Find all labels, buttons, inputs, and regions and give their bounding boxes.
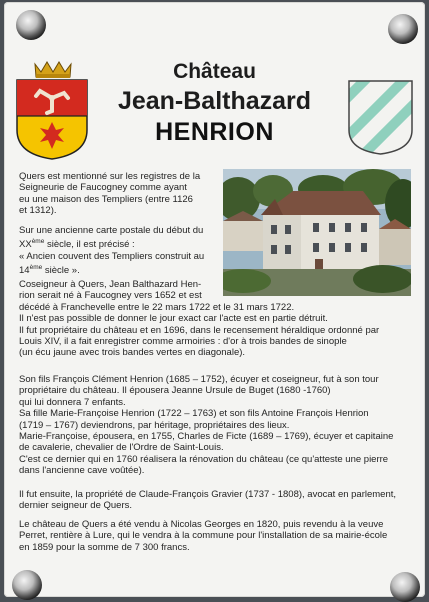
title-line-2: Jean-Balthazard <box>117 87 312 115</box>
text-fragment: XX <box>19 239 32 251</box>
text-line: (un écu jaune avec trois bandes vertes en diagonale). <box>19 347 246 359</box>
text-line: Sur une ancienne carte postale du début du <box>19 225 204 236</box>
gravier-paragraph <box>19 489 396 512</box>
text-line: Quers est mentionné sur les registres de la <box>19 171 201 182</box>
text-line: Coseigneur à Quers, Jean Balthazard Hen- <box>19 279 202 290</box>
text-line: « Ancien couvent des Templiers construit au <box>19 250 205 262</box>
title-line-1: Château <box>173 60 256 83</box>
text-line: de cavalerie, chevalier de l'Ordre de Saint-Louis. <box>19 442 224 454</box>
text-line: Il fut propriétaire du château et en 1696, dans le recensement héraldique ordonné par <box>19 324 380 336</box>
text-line: décédé à Franchevelle entre le 22 mars 1722 et le 31 mars 1722. <box>19 301 295 313</box>
screw-top-left <box>16 10 46 40</box>
chateau-photo <box>223 169 411 296</box>
text-line: Le château de Quers a été vendu à Nicolas Georges en 1820, puis revendu à la veuve <box>19 519 384 530</box>
superscript: ème <box>31 238 45 246</box>
title-line-3: HENRION <box>155 118 274 146</box>
text-line: Louis XIV, il a fait enregistrer comme armoiries : d'or à trois bandes de sinople <box>19 336 347 348</box>
text-line: et 1312). <box>19 205 57 217</box>
text-line: dernier seigneur de Quers. <box>19 500 133 512</box>
text-line: dans l'ancienne cave voûtée). <box>19 465 145 477</box>
text-fragment: siècle ». <box>42 265 80 277</box>
screw-bottom-left <box>12 570 42 600</box>
postcard-paragraph <box>19 225 204 277</box>
text-line: Sa fille Marie-Françoise Henrion (1722 – 1763) et son fils Antoine François Henrion <box>19 408 369 420</box>
text-line: rion serait né à Faucogney vers 1652 et est <box>19 290 202 302</box>
coseigneur-paragraph <box>19 279 379 359</box>
text-line: Marie-Françoise, épousera, en 1755, Charles de Ficte (1689 – 1769), écuyer et capitaine <box>19 431 394 443</box>
text-line: Il fut ensuite, la propriété de Claude-François Gravier (1737 - 1808), avocat en parlement, <box>19 489 397 500</box>
text-line <box>19 236 204 250</box>
text-line: (1719 – 1767) deviendrons, par héritage, propriétaires des lieux. <box>19 419 290 431</box>
intro-paragraph <box>19 171 200 217</box>
text-line: Son fils François Clément Henrion (1685 – 1752), écuyer et coseigneur, fut à son tour <box>19 374 379 385</box>
text-fragment: 14 <box>19 265 30 277</box>
text-line: qui lui donnera 7 enfants. <box>19 396 126 408</box>
text-line: eu une maison des Templiers (entre 1126 <box>19 193 193 205</box>
text-line <box>19 262 204 276</box>
family-paragraph <box>19 374 393 477</box>
text-line: C'est ce dernier qui en 1760 réalisera la rénovation du château (ce qu'atteste une pierre <box>19 453 389 465</box>
superscript: ème <box>29 264 43 272</box>
text-line: Il n'est pas possible de donner le jour exact car l'acte est en partie détruit. <box>19 313 328 325</box>
screw-top-right <box>388 14 418 44</box>
text-line: Perret, rentière à Lure, qui le vendra à la commune pour l'installation de sa mairie-école <box>19 530 388 542</box>
text-line: en 1859 pour la somme de 7 300 francs. <box>19 541 190 553</box>
sale-paragraph <box>19 519 387 553</box>
text-line: Seigneurie de Faucogney comme ayant <box>19 182 187 194</box>
text-fragment: siècle, il est précisé : <box>44 239 135 251</box>
text-line: propriétaire du château. Il épousera Jeanne Ursule de Buget (1680 -1760) <box>19 385 331 397</box>
screw-bottom-right <box>390 572 420 602</box>
